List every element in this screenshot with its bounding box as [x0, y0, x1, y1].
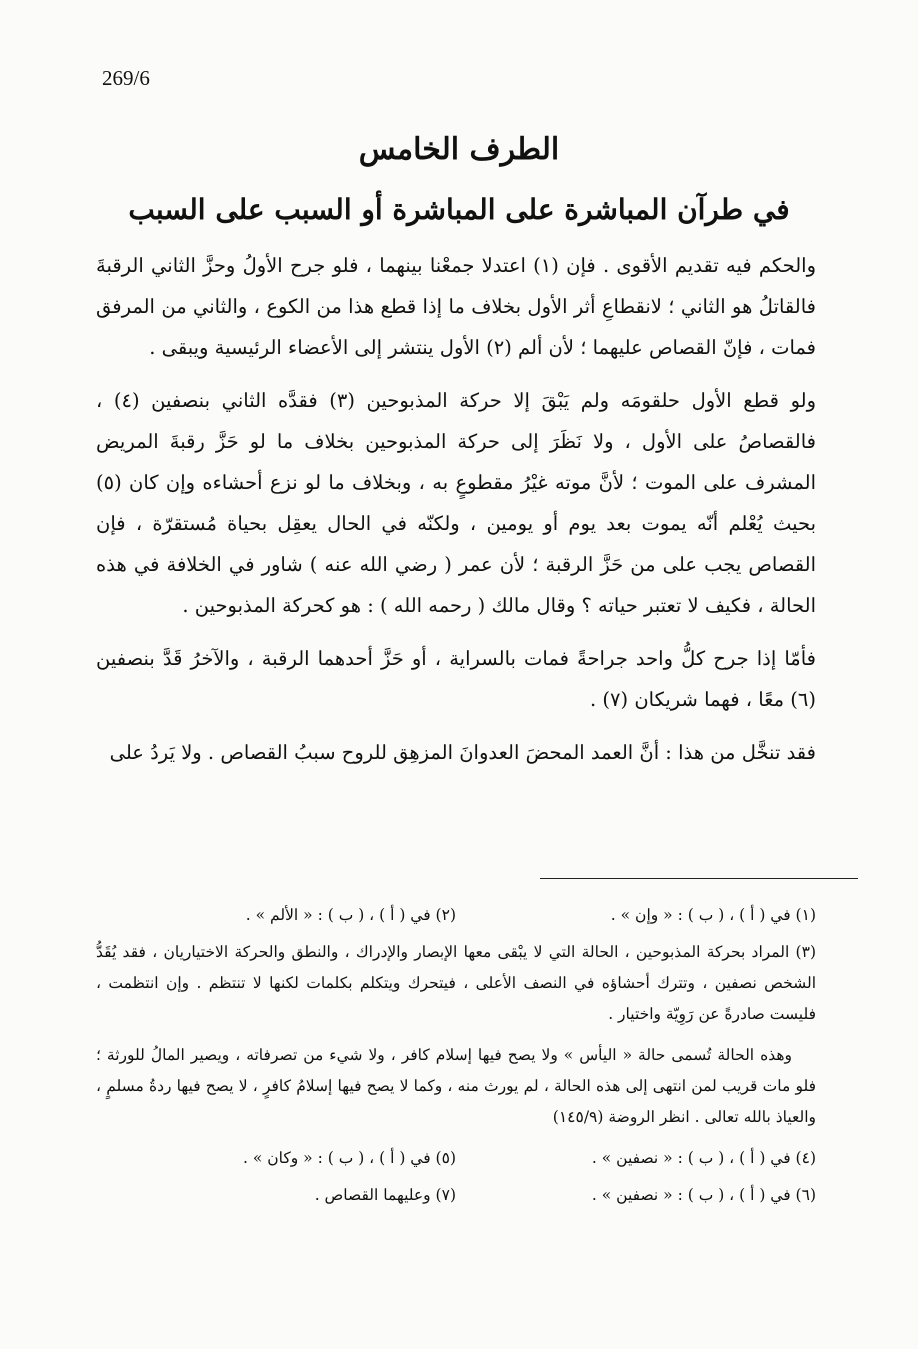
- footnotes: [96, 900, 816, 1217]
- footnote-row-6-7: [96, 1180, 816, 1211]
- footnote-7: (٧) وعليهما القصاص .: [314, 1186, 456, 1204]
- footnote-row-4-5: [96, 1143, 816, 1174]
- page-number: 269/6: [102, 66, 150, 90]
- chapter-title: الطرف الخامس: [358, 132, 560, 167]
- footnote-4: (٤) في ( أ ) ، ( ب ) : « نصفين » .: [591, 1149, 816, 1167]
- footnote-2: (٢) في ( أ ) ، ( ب ) : « الألم » .: [245, 906, 456, 924]
- section-title: في طرآن المباشرة على المباشرة أو السبب على السبب: [128, 193, 790, 226]
- body-paragraph-4: فقد تنخَّل من هذا : أنَّ العمد المحضَ العدوانَ المزهِق للروح سببُ القصاص . ولا يَردُ على: [109, 741, 816, 764]
- footnote-5: (٥) في ( أ ) ، ( ب ) : « وكان » .: [243, 1149, 456, 1167]
- body-paragraph-1: والحكم فيه تقديم الأقوى . فإن (١) اعتدلا جمعْنا بينهما ، فلو جرح الأولُ وحزَّ الثاني الرقبةَ فالقاتلُ هو الثاني ؛ لانقطاعِ أثر الأول بخلاف ما إذا قطع هذا من الكوع ، والثاني من المرفق فمات ، فإنّ القصاص عليهما ؛ لأن ألم (٢) الأول ينتشر إلى الأعضاء الرئيسية ويبقى .: [96, 254, 817, 359]
- footnote-1: (١) في ( أ ) ، ( ب ) : « وإن » .: [610, 906, 816, 924]
- footnote-6: (٦) في ( أ ) ، ( ب ) : « نصفين » .: [591, 1186, 816, 1204]
- body-paragraph-2: ولو قطع الأول حلقومَه ولم يَبْقَ إلا حركة المذبوحين (٣) فقدَّه الثاني بنصفين (٤) ، فالقصاصُ على الأول ، ولا نَظَرَ إلى حركة المذبوحين بخلاف ما لو حَزَّ رقبةَ المريض المشرف على الموت ؛ لأنَّ موته غيْرُ مقطوعٍ به ، وبخلاف ما لو نزع أحشاءه وإن كان (٥) بحيث يُعْلم أنّه يموت بعد يوم أو يومين ، ولكنّه في الحال يعقِل بحياة مُستقرّة ، فإن القصاص يجب على من حَزَّ الرقبة ؛ لأن عمر ( رضي الله عنه ) شاور في الخلافة في هذه الحالة ، فكيف لا تعتبر حياته ؟ وقال مالك ( رحمه الله ) : هو كحركة المذبوحين .: [96, 389, 816, 617]
- footnote-3: (٣) المراد بحركة المذبوحين ، الحالة التي لا يبْقى معها الإبصار والإدراك ، والنطق والحركة الاختياريان ، فقد يُقَدُّ الشخص نصفين ، وتترك أحشاؤه في النصف الأعلى ، فيتحرك ويتكلم بكلمات لكنها لا تنتظم . وإن انتظمت ، فليست صادرةً عن رَوِيّة واختيار .: [96, 943, 816, 1023]
- footnote-row-1-2: [96, 900, 816, 931]
- body-paragraph-3: فأمّا إذا جرح كلُّ واحد جراحةً فمات بالسراية ، أو حَزَّ أحدهما الرقبة ، والآخرُ قَدَّ بنصفين (٦) معًا ، فهما شريكان (٧) .: [96, 647, 816, 711]
- footnote-divider: [540, 878, 858, 879]
- body-text: [96, 245, 816, 773]
- footnote-3-continuation: وهذه الحالة تُسمى حالة « اليأس » ولا يصح فيها إسلام كافر ، ولا شيء من تصرفاته ، ويصير المالُ للورثة ؛ فلو مات قريب لمن انتهى إلى هذه الحالة ، لم يورث منه ، وكما لا يصح فيها إسلامُ كافرٍ ، لا يصح فيها ردةُ مسلمٍ ، والعياذ بالله تعالى . انظر الروضة (١٤٥/٩): [96, 1046, 816, 1126]
